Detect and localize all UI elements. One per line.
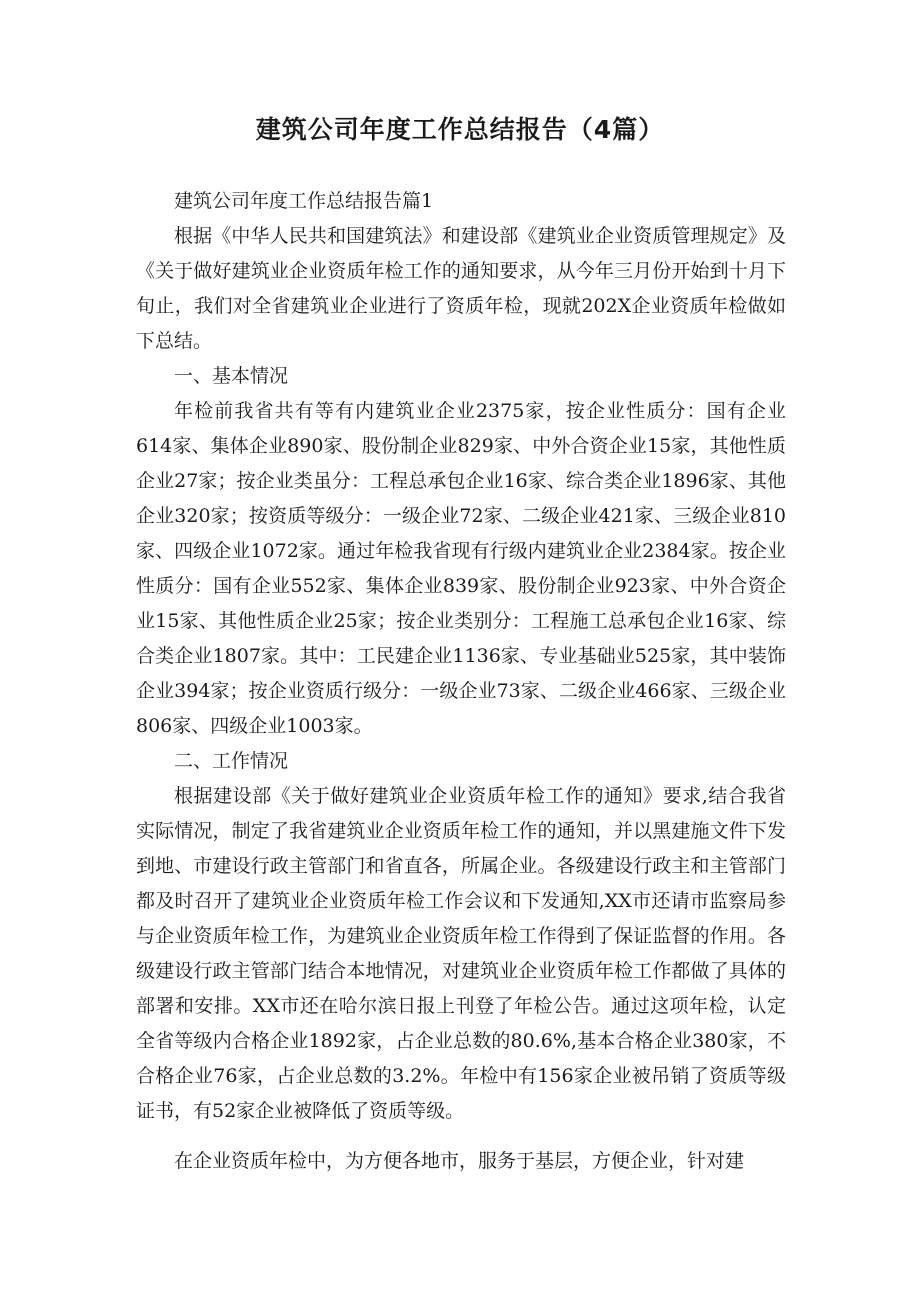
paragraph-basic-info: 年检前我省共有等有内建筑业企业2375家，按企业性质分：国有企业614家、集体企业890家、股份制企业829家、中外合资企业15家，其他性质企业27家；按企业类虽分：工程总承包企业16家、综合类企业1896家、其他企业320家；按资质等级分：一级企业72家、二级企业421家、三级企业810家、四级企业1072家。通过年检我省现有行级内建筑业企业2384家。按企业性质分：国有企业552家、集体企业839家、股份制企业923家、中外合资企业15家、其他性质企业25家；按企业类别分：工程施工总承包企业16家、综合类企业1807家。其中：工民建企业1136家、专业基础业525家，其中装饰企业394家；按企业资质行级分：一级企业73家、二级企业466家、三级企业806家、四级企业1003家。 xyxy=(136,400,786,737)
section-heading-work: 二、工作情况 xyxy=(174,750,289,772)
paragraph-intro: 根据《中华人民共和国建筑法》和建设部《建筑业企业资质管理规定》及《关于做好建筑业企业资质年检工作的通知要求，从今年三月份开始到十月下旬止，我们对全省建筑业企业进行了资质年检，现就202X企业资质年检做如下总结。 xyxy=(136,225,786,352)
document-title: 建筑公司年度工作总结报告（4篇） xyxy=(255,115,665,144)
paragraph-continuation: 在企业资质年检中，为方便各地市，服务于基层，方便企业，针对建 xyxy=(174,1150,745,1172)
document-body xyxy=(136,184,786,1179)
section-heading-basic: 一、基本情况 xyxy=(174,365,289,387)
section-title: 建筑公司年度工作总结报告篇1 xyxy=(174,190,434,212)
paragraph-work-info: 根据建设部《关于做好建筑业企业资质年检工作的通知》要求,结合我省实际情况，制定了我省建筑业企业资质年检工作的通知，并以黑建施文件下发到地、市建设行政主管部门和省直各，所属企业。各级建设行政主和主管部门都及时召开了建筑业企业资质年检工作会议和下发通知,XX市还请市监察局参与企业资质年检工作，为建筑业企业资质年检工作得到了保证监督的作用。各级建设行政主管部门结合本地情况，对建筑业企业资质年检工作都做了具体的部署和安排。XX市还在哈尔滨日报上刊登了年检公告。通过这项年检，认定全省等级内合格企业1892家，占企业总数的80.6%,基本合格企业380家，不合格企业76家，占企业总数的3.2%。年检中有156家企业被吊销了资质等级证书，有52家企业被降低了资质等级。 xyxy=(136,785,786,1122)
